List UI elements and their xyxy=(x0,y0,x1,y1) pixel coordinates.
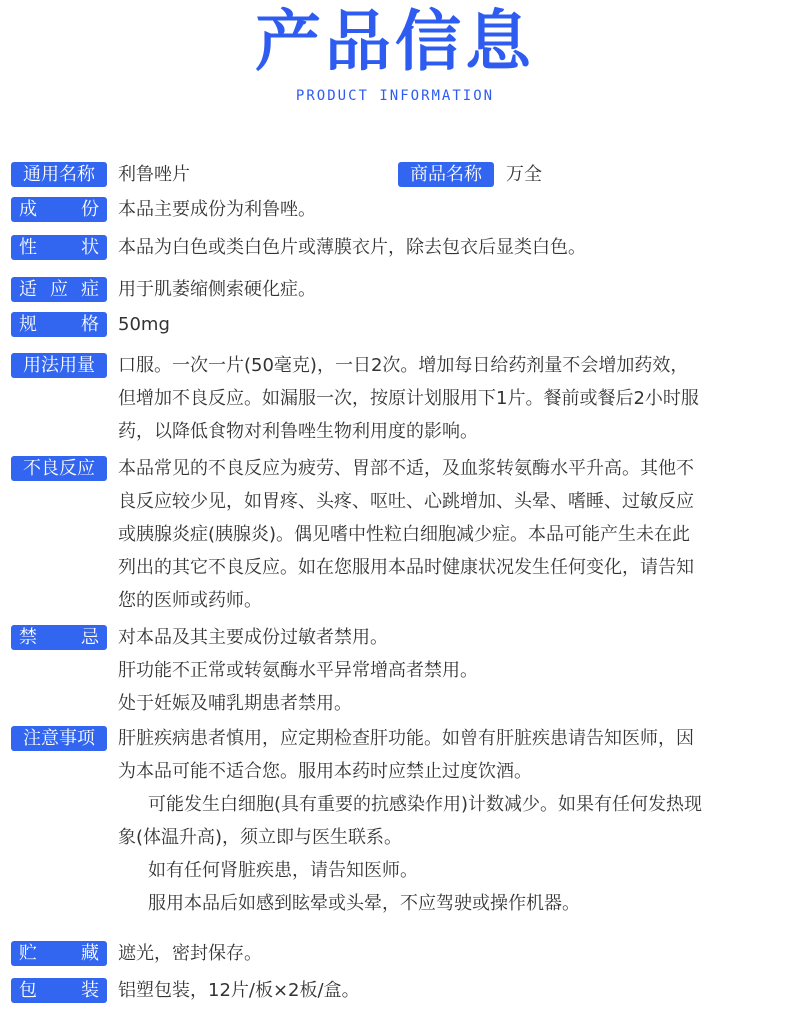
value-dosage xyxy=(118,349,768,448)
value-specification: 50mg xyxy=(118,314,170,335)
text-line: 肝脏疾病患者慎用，应定期检查肝功能。如曾有肝脏疾患请告知医师，因 xyxy=(118,728,694,749)
label-package: 包 装 xyxy=(11,978,107,1003)
label-adverse: 不良反应 xyxy=(11,456,107,481)
page-subtitle: PRODUCT INFORMATION xyxy=(295,88,495,104)
value-indication: 用于肌萎缩侧索硬化症。 xyxy=(118,279,316,300)
page-title: 产品信息 xyxy=(255,3,535,80)
text-line: 本品常见的不良反应为疲劳、胃部不适，及血浆转氨酶水平升高。其他不 xyxy=(118,458,694,479)
value-trade-name: 万全 xyxy=(506,164,542,185)
text-line: 为本品可能不适合您。服用本药时应禁止过度饮酒。 xyxy=(118,761,532,782)
label-indication: 适 应 症 xyxy=(11,277,107,302)
text-line: 如有任何肾脏疾患，请告知医师。 xyxy=(148,860,418,881)
text-line: 肝功能不正常或转氨酶水平异常增高者禁用。 xyxy=(118,660,478,681)
value-precautions xyxy=(118,722,768,920)
text-line: 药，以降低食物对利鲁唑生物利用度的影响。 xyxy=(118,421,478,442)
label-precautions: 注意事项 xyxy=(11,726,107,751)
text-line: 象(体温升高)，须立即与医生联系。 xyxy=(118,827,403,848)
label-generic-name: 通用名称 xyxy=(11,162,107,187)
value-composition: 本品主要成份为利鲁唑。 xyxy=(118,199,316,220)
text-line: 口服。一次一片(50毫克)，一日2次。增加每日给药剂量不会增加药效， xyxy=(118,355,689,376)
value-contraindication xyxy=(118,621,768,720)
label-specification: 规 格 xyxy=(11,312,107,337)
value-appearance: 本品为白色或类白色片或薄膜衣片，除去包衣后显类白色。 xyxy=(118,237,586,258)
value-adverse xyxy=(118,452,768,617)
text-line: 可能发生白细胞(具有重要的抗感染作用)计数减少。如果有任何发热现 xyxy=(148,794,703,815)
text-line: 或胰腺炎症(胰腺炎)。偶见嗜中性粒白细胞减少症。本品可能产生未在此 xyxy=(118,524,691,545)
label-contraindication: 禁 忌 xyxy=(11,625,107,650)
text-line: 列出的其它不良反应。如在您服用本品时健康状况发生任何变化，请告知 xyxy=(118,557,694,578)
label-appearance: 性 状 xyxy=(11,235,107,260)
text-line: 服用本品后如感到眩晕或头晕，不应驾驶或操作机器。 xyxy=(148,893,580,914)
label-composition: 成 份 xyxy=(11,197,107,222)
label-trade-name: 商品名称 xyxy=(398,162,494,187)
value-generic-name: 利鲁唑片 xyxy=(118,164,190,185)
value-package: 铝塑包装，12片/板×2板/盒。 xyxy=(118,980,360,1001)
text-line: 处于妊娠及哺乳期患者禁用。 xyxy=(118,693,352,714)
text-line: 您的医师或药师。 xyxy=(118,590,262,611)
text-line: 但增加不良反应。如漏服一次，按原计划服用下1片。餐前或餐后2小时服 xyxy=(118,388,699,409)
label-storage: 贮 藏 xyxy=(11,941,107,966)
label-dosage: 用法用量 xyxy=(11,353,107,378)
text-line: 良反应较少见，如胃疼、头疼、呕吐、心跳增加、头晕、嗜睡、过敏反应 xyxy=(118,491,694,512)
text-line: 对本品及其主要成份过敏者禁用。 xyxy=(118,627,388,648)
value-storage: 遮光，密封保存。 xyxy=(118,943,262,964)
